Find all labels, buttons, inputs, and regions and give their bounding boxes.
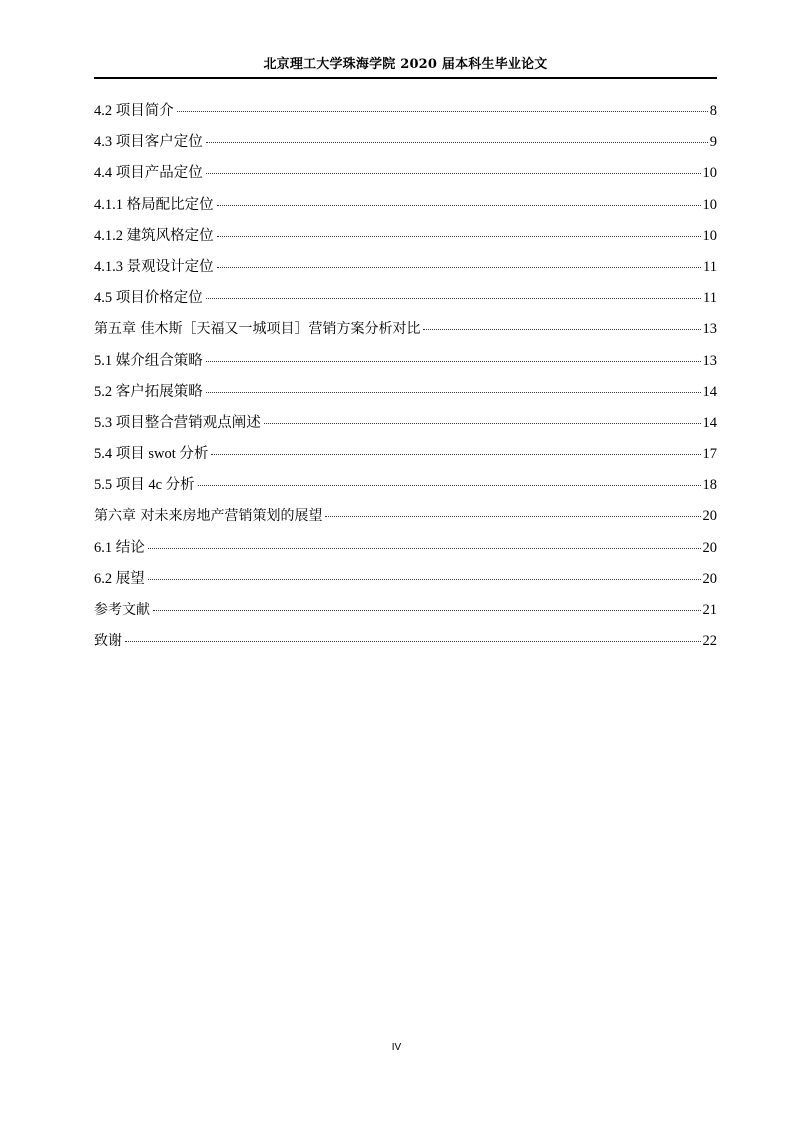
toc-entry-label: 参考文献	[94, 602, 150, 618]
toc-entry[interactable]	[94, 256, 717, 287]
toc-entry[interactable]	[94, 381, 717, 412]
toc-entry-page-number: 20	[702, 508, 717, 525]
toc-dot-leader	[423, 329, 700, 330]
toc-entry-label: 第六章 对未来房地产营销策划的展望	[94, 508, 323, 525]
toc-entry[interactable]	[94, 194, 717, 225]
toc-dot-leader	[198, 485, 701, 486]
toc-entry-label: 5.4 项目 swot 分析	[94, 446, 209, 463]
toc-entry-label: 4.1.3 景观设计定位	[94, 258, 214, 275]
toc-entry-page-number: 13	[702, 352, 717, 369]
toc-entry-label: 4.2 项目简介	[94, 103, 174, 119]
toc-dot-leader	[206, 142, 708, 143]
toc-entry[interactable]	[94, 318, 717, 349]
toc-entry[interactable]	[94, 474, 717, 505]
toc-entry[interactable]	[94, 443, 717, 474]
toc-entry[interactable]	[94, 350, 717, 381]
toc-dot-leader	[217, 205, 701, 206]
toc-dot-leader	[153, 610, 701, 611]
toc-dot-leader	[211, 454, 700, 455]
toc-dot-leader	[206, 392, 701, 393]
toc-entry[interactable]	[94, 100, 717, 131]
toc-entry-label: 4.4 项目产品定位	[94, 165, 203, 182]
toc-dot-leader	[148, 548, 701, 549]
toc-entry[interactable]	[94, 505, 717, 536]
toc-dot-leader	[148, 579, 701, 580]
toc-entry-label: 4.3 项目客户定位	[94, 134, 203, 151]
toc-entry-page-number: 9	[709, 134, 717, 151]
toc-entry-label: 4.1.2 建筑风格定位	[94, 227, 214, 244]
toc-entry-page-number: 18	[702, 477, 717, 494]
toc-dot-leader	[217, 267, 701, 268]
toc-entry[interactable]	[94, 537, 717, 568]
toc-entry-label: 第五章 佳木斯［天福又一城项目］营销方案分析对比	[94, 321, 421, 338]
toc-dot-leader	[206, 361, 701, 362]
toc-dot-leader	[177, 111, 708, 112]
toc-entry-page-number: 20	[702, 570, 717, 587]
toc-entry[interactable]	[94, 162, 717, 193]
toc-entry[interactable]	[94, 630, 717, 661]
toc-entry[interactable]	[94, 287, 717, 318]
toc-entry-label: 致谢	[94, 633, 122, 650]
header-rule	[94, 77, 717, 79]
toc-entry-label: 6.1 结论	[94, 539, 145, 556]
toc-entry[interactable]	[94, 599, 717, 630]
page-number: IV	[391, 1042, 402, 1053]
toc-entry-label: 5.1 媒介组合策略	[94, 352, 203, 369]
toc-entry[interactable]	[94, 131, 717, 162]
toc-dot-leader	[125, 641, 701, 642]
toc-entry-page-number: 8	[709, 103, 717, 119]
toc-dot-leader	[206, 173, 701, 174]
toc-entry-page-number: 14	[702, 414, 717, 431]
toc-entry[interactable]	[94, 412, 717, 443]
table-of-contents	[94, 100, 717, 661]
toc-entry-page-number: 17	[702, 446, 717, 463]
toc-entry-page-number: 11	[703, 258, 717, 275]
toc-entry-page-number: 22	[702, 633, 717, 650]
toc-dot-leader	[325, 516, 700, 517]
toc-dot-leader	[206, 298, 701, 299]
toc-entry-page-number: 11	[703, 290, 717, 307]
toc-entry-label: 5.3 项目整合营销观点阐述	[94, 414, 261, 431]
toc-entry-page-number: 20	[702, 539, 717, 556]
toc-entry[interactable]	[94, 225, 717, 256]
toc-entry-label: 4.1.1 格局配比定位	[94, 196, 214, 213]
toc-entry-page-number: 14	[702, 383, 717, 400]
toc-entry-page-number: 13	[702, 321, 717, 338]
toc-entry-label: 5.2 客户拓展策略	[94, 383, 203, 400]
toc-dot-leader	[264, 423, 701, 424]
toc-entry-page-number: 10	[702, 196, 717, 213]
toc-entry-page-number: 10	[702, 165, 717, 182]
toc-entry-label: 5.5 项目 4c 分析	[94, 477, 195, 494]
toc-dot-leader	[217, 236, 701, 237]
toc-entry-label: 6.2 展望	[94, 570, 145, 587]
toc-entry[interactable]	[94, 568, 717, 599]
toc-entry-page-number: 10	[702, 227, 717, 244]
toc-entry-label: 4.5 项目价格定位	[94, 290, 203, 307]
page-header-title: 北京理工大学珠海学院 2020 届本科生毕业论文	[263, 57, 548, 72]
toc-entry-page-number: 21	[702, 602, 717, 618]
